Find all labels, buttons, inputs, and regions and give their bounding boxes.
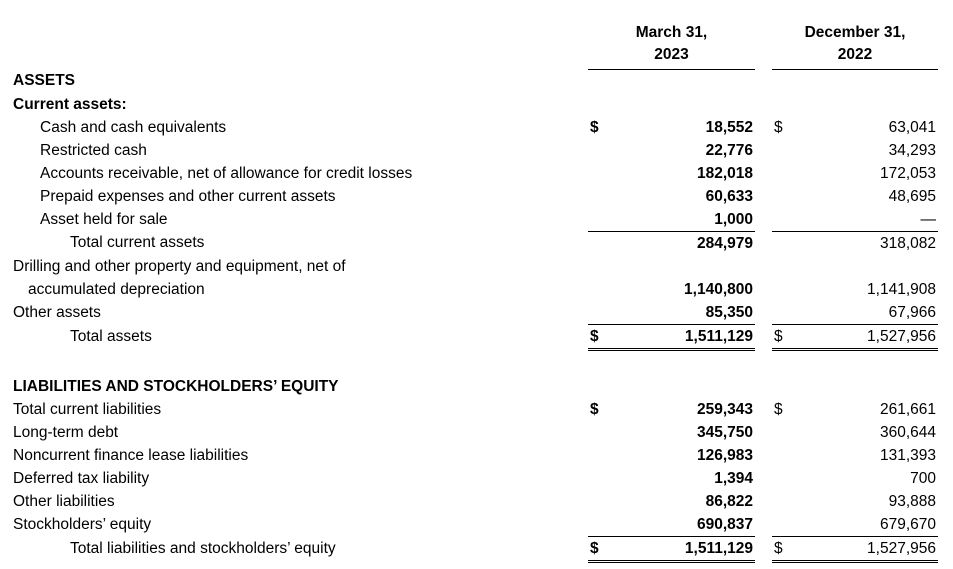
- amount-cell: [772, 278, 938, 301]
- column-gap: [755, 513, 772, 537]
- amount-value: 1,511,129: [684, 327, 753, 345]
- column-gap: [755, 398, 772, 421]
- column-gap: [755, 232, 772, 256]
- row-label: Stockholders’ equity: [13, 515, 152, 533]
- amount-value: 22,776: [705, 141, 753, 159]
- column-gap: [755, 255, 772, 278]
- amount-value: 85,350: [705, 303, 753, 321]
- table-row: [0, 116, 938, 139]
- column-gap: [755, 93, 772, 116]
- column-gap: [755, 537, 772, 561]
- amount-cell: [772, 116, 938, 139]
- amount-cell: [588, 513, 755, 537]
- amount-cell: [772, 467, 938, 490]
- amount-value: —: [920, 210, 936, 228]
- amount-cell: [588, 467, 755, 490]
- row-label: Cash and cash equivalents: [40, 118, 227, 136]
- amount-value: 284,979: [696, 234, 753, 252]
- table-row: [0, 301, 938, 325]
- amount-value: 690,837: [696, 515, 753, 533]
- row-label: LIABILITIES AND STOCKHOLDERS’ EQUITY: [13, 377, 339, 395]
- amount-cell: [588, 185, 755, 208]
- section-spacer-row: [0, 349, 938, 376]
- column-header-line1: December 31,: [804, 24, 906, 41]
- header-row: [0, 0, 938, 70]
- amount-cell: [588, 537, 755, 561]
- amount-value: 18,552: [705, 118, 753, 136]
- amount-cell: [588, 116, 755, 139]
- amount-cell: [588, 398, 755, 421]
- amount-cell: [772, 70, 938, 94]
- amount-value: 86,822: [705, 492, 753, 510]
- row-label: Other assets: [13, 303, 101, 321]
- table-row: [0, 208, 938, 232]
- amount-value: 1,511,129: [684, 539, 753, 557]
- row-label: Total current assets: [70, 234, 205, 252]
- table-row: [0, 232, 938, 256]
- table-row: [0, 490, 938, 513]
- table-row: [0, 398, 938, 421]
- column-gap: [755, 208, 772, 232]
- amount-cell: [588, 301, 755, 325]
- amount-value: 1,527,956: [867, 327, 936, 345]
- header-label-spacer: [0, 0, 588, 70]
- column-gap: [755, 301, 772, 325]
- amount-cell: [588, 278, 755, 301]
- amount-cell: [588, 255, 755, 278]
- column-gap: [755, 490, 772, 513]
- column-header-line2: 2023: [654, 46, 689, 63]
- column-header-line2: 2022: [837, 46, 873, 63]
- row-label: Accounts receivable, net of allowance for credit losses: [40, 164, 413, 182]
- amount-cell: [588, 93, 755, 116]
- amount-cell: [588, 162, 755, 185]
- table-row: [0, 162, 938, 185]
- amount-value: 93,888: [888, 492, 936, 510]
- column-header-march-31-2023: [588, 0, 755, 70]
- row-label: Asset held for sale: [40, 210, 168, 228]
- amount-cell: [588, 375, 755, 398]
- column-gap: [755, 162, 772, 185]
- amount-cell: [588, 208, 755, 232]
- amount-cell: [772, 255, 938, 278]
- amount-value: 1,394: [714, 469, 753, 487]
- column-header-december-31-2022: [772, 0, 938, 70]
- amount-cell: [772, 537, 938, 561]
- table-row: [0, 185, 938, 208]
- amount-cell: [772, 185, 938, 208]
- column-gap: [755, 139, 772, 162]
- column-gap: [755, 375, 772, 398]
- amount-cell: [772, 208, 938, 232]
- table-row: [0, 421, 938, 444]
- balance-sheet-rows: [0, 70, 938, 561]
- amount-value: 1,140,800: [684, 280, 753, 298]
- dollar-sign: $: [774, 539, 783, 557]
- table-row: [0, 139, 938, 162]
- row-label: Drilling and other property and equipment, net of: [13, 257, 346, 275]
- amount-value: 131,393: [879, 446, 936, 464]
- amount-value: 48,695: [888, 187, 936, 205]
- column-gap: [755, 116, 772, 139]
- row-label: Other liabilities: [13, 492, 115, 510]
- amount-value: 67,966: [888, 303, 936, 321]
- table-row: [0, 537, 938, 561]
- amount-cell: [588, 421, 755, 444]
- column-gap: [755, 325, 772, 349]
- amount-cell: [772, 325, 938, 349]
- dollar-sign: $: [774, 327, 783, 345]
- row-label: Total current liabilities: [13, 400, 162, 418]
- dollar-sign: $: [590, 400, 599, 418]
- amount-value: 172,053: [879, 164, 936, 182]
- row-label: Total liabilities and stockholders’ equity: [70, 539, 336, 557]
- table-row: [0, 513, 938, 537]
- amount-cell: [772, 398, 938, 421]
- table-row: [0, 375, 938, 398]
- amount-cell: [772, 421, 938, 444]
- spacer-cell: [0, 349, 938, 376]
- amount-value: 700: [910, 469, 936, 487]
- amount-cell: [772, 301, 938, 325]
- column-gap: [755, 467, 772, 490]
- amount-value: 63,041: [888, 118, 936, 136]
- row-label: Current assets:: [13, 95, 127, 113]
- amount-cell: [588, 325, 755, 349]
- table-row: [0, 70, 938, 94]
- table-row: [0, 325, 938, 349]
- amount-cell: [772, 232, 938, 256]
- amount-value: 1,527,956: [867, 539, 936, 557]
- row-label: accumulated depreciation: [28, 280, 205, 298]
- dollar-sign: $: [590, 118, 599, 136]
- amount-cell: [772, 375, 938, 398]
- amount-cell: [588, 139, 755, 162]
- dollar-sign: $: [590, 327, 599, 345]
- table-row: [0, 255, 938, 278]
- amount-value: 1,000: [714, 210, 753, 228]
- amount-value: 318,082: [879, 234, 936, 252]
- amount-value: 126,983: [696, 446, 753, 464]
- column-header-line1: March 31,: [635, 24, 708, 41]
- amount-value: 345,750: [696, 423, 753, 441]
- amount-cell: [772, 490, 938, 513]
- row-label: Deferred tax liability: [13, 469, 150, 487]
- amount-cell: [772, 162, 938, 185]
- table-row: [0, 278, 938, 301]
- amount-cell: [772, 513, 938, 537]
- amount-value: 261,661: [879, 400, 936, 418]
- row-label: Long-term debt: [13, 423, 119, 441]
- column-gap: [755, 444, 772, 467]
- dollar-sign: $: [590, 539, 599, 557]
- amount-cell: [772, 93, 938, 116]
- column-gap: [755, 421, 772, 444]
- table-row: [0, 93, 938, 116]
- amount-value: 60,633: [705, 187, 753, 205]
- row-label: Noncurrent finance lease liabilities: [13, 446, 249, 464]
- dollar-sign: $: [774, 118, 783, 136]
- amount-value: 679,670: [879, 515, 936, 533]
- amount-value: 259,343: [696, 400, 753, 418]
- column-gap: [755, 185, 772, 208]
- dollar-sign: $: [774, 400, 783, 418]
- amount-cell: [588, 70, 755, 94]
- amount-value: 1,141,908: [867, 280, 936, 298]
- column-gap: [755, 0, 772, 70]
- column-gap: [755, 278, 772, 301]
- column-gap: [755, 70, 772, 94]
- amount-cell: [588, 232, 755, 256]
- amount-value: 34,293: [888, 141, 936, 159]
- amount-value: 182,018: [696, 164, 753, 182]
- row-label: Total assets: [70, 327, 152, 345]
- row-label: ASSETS: [13, 72, 76, 90]
- row-label: Prepaid expenses and other current assets: [40, 187, 336, 205]
- amount-cell: [588, 490, 755, 513]
- amount-cell: [772, 139, 938, 162]
- table-row: [0, 467, 938, 490]
- amount-cell: [588, 444, 755, 467]
- amount-value: 360,644: [879, 423, 936, 441]
- amount-cell: [772, 444, 938, 467]
- row-label: Restricted cash: [40, 141, 147, 159]
- table-row: [0, 444, 938, 467]
